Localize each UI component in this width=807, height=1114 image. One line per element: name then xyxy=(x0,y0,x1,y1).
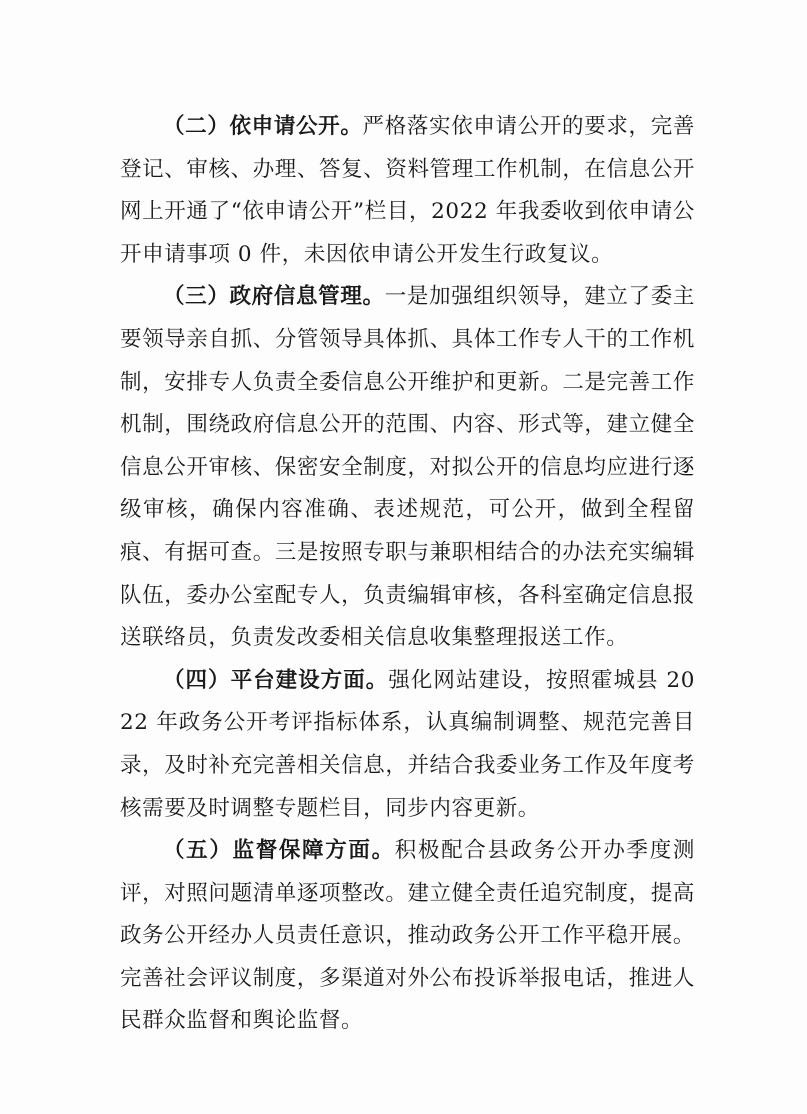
document-body xyxy=(120,106,695,1043)
section-heading: （四）平台建设方面。 xyxy=(163,667,389,693)
section-text: 严格落实依申请公开的要求，完善登记、审核、办理、答复、资料管理工作机制，在信息公开网上开通了“依申请公开”栏目，2022 年我委收到依申请公开申请事项 0 件，未因依申请公开发生行政复议。 xyxy=(120,114,695,267)
section-heading: （五）监督保障方面。 xyxy=(163,838,395,864)
section-apply-disclosure xyxy=(120,106,695,276)
section-heading: （二）依申请公开。 xyxy=(163,114,363,139)
section-platform-construction xyxy=(120,660,695,830)
section-heading: （三）政府信息管理。 xyxy=(163,284,385,310)
section-gov-info-management xyxy=(120,276,695,659)
section-supervision-guarantee xyxy=(120,830,695,1043)
section-text: 强化网站建设，按照霍城县 2022 年政务公开考评指标体系，认真编制调整、规范完善目录，及时补充完善相关信息，并结合我委业务工作及年度考核需要及时调整专题栏目，同步内容更新。 xyxy=(120,667,695,821)
section-text: 一是加强组织领导，建立了委主要领导亲自抓、分管领导具体抓、具体工作专人干的工作机制，安排专人负责全委信息公开维护和更新。二是完善工作机制，围绕政府信息公开的范围、内容、形式等，建立健全信息公开审核、保密安全制度，对拟公开的信息均应进行逐级审核，确保内容准确、表述规范，可公开，做到全程留痕、有据可查。三是按照专职与兼职相结合的办法充实编辑队伍，委办公室配专人，负责编辑审核，各科室确定信息报送联络员，负责发改委相关信息收集整理报送工作。 xyxy=(120,284,695,651)
section-text: 积极配合县政务公开办季度测评，对照问题清单逐项整改。建立健全责任追究制度，提高政务公开经办人员责任意识，推动政务公开工作平稳开展。完善社会评议制度，多渠道对外公布投诉举报电话，推进人民群众监督和舆论监督。 xyxy=(120,838,695,1034)
